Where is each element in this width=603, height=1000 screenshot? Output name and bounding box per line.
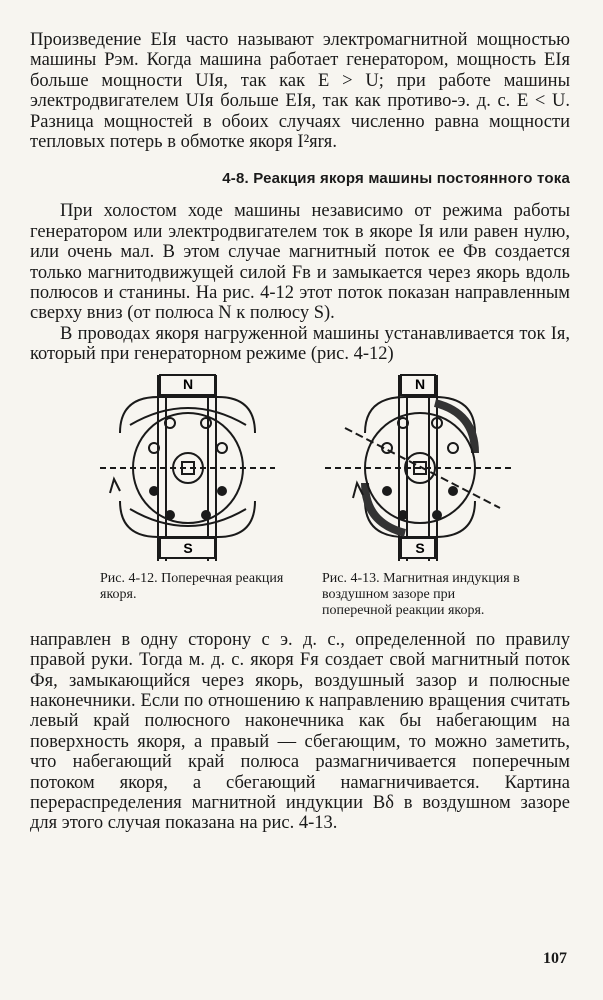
caption-fig-4-13: Рис. 4-13. Магнитная индукция в воздушном зазоре при поперечной реакции якоря. bbox=[322, 570, 520, 618]
figure-4-13-diagram bbox=[325, 373, 515, 563]
fig1-pole-n: N bbox=[182, 375, 194, 392]
section-title: 4-8. Реакция якоря машины постоянного тока bbox=[222, 170, 570, 188]
paragraph-armature-reaction: направлен в одну сторону с э. д. с., определенной по правилу правой руки. Тогда м. д. с. якоря Fя создает свой магнитный поток Фя, замыкающийся через якорь, воздушный зазор и полюсные наконечники. Если по отношению к направлению вращения считать левый край полюсного наконечника как бы набегающим на поверхность якоря, а правый — сбегающим, то можно заметить, что набегающий край полюса размагничивается поперечным потоком якоря, а сбегающий намагничивается. Картина перераспределения магнитной индукции Bδ в воздушном зазоре для этого случая показана на рис. 4-13. bbox=[30, 629, 570, 834]
fig2-pole-n: N bbox=[414, 375, 426, 392]
page-number: 107 bbox=[543, 950, 567, 967]
figures-block bbox=[30, 373, 570, 628]
fig2-pole-s: S bbox=[415, 539, 425, 556]
page-body bbox=[30, 30, 570, 834]
paragraph-idle-mode: При холостом ходе машины независимо от режима работы генератором или электродвигателем ток в якоре Iя или равен нулю, или очень мал. В этом случае магнитный поток ее Фв создается только магнитодвижущей силой Fв и замыкается через якорь вдоль полюсов и станины. На рис. 4-12 этот поток показан направленным сверху вниз (от полюса N к полюсу S). bbox=[30, 201, 570, 324]
caption-fig-4-12: Рис. 4-12. Поперечная реакция якоря. bbox=[100, 570, 284, 602]
intro-paragraph: Произведение EIя часто называют электромагнитной мощностью машины Pэм. Когда машина работает генератором, мощность EIя больше мощности UIя, так как E > U; при работе машины электродвигателем UIя больше EIя, так как противо-э. д. с. E < U. Разница мощностей в обоих случаях численно равна мощности тепловых потерь в обмотке якоря I²яrя. bbox=[30, 30, 570, 153]
fig1-pole-s: S bbox=[183, 539, 193, 556]
paragraph-loaded-current: В проводах якоря нагруженной машины устанавливается ток Iя, который при генераторном режиме (рис. 4-12) bbox=[30, 323, 570, 365]
figure-4-12-diagram bbox=[100, 373, 275, 563]
